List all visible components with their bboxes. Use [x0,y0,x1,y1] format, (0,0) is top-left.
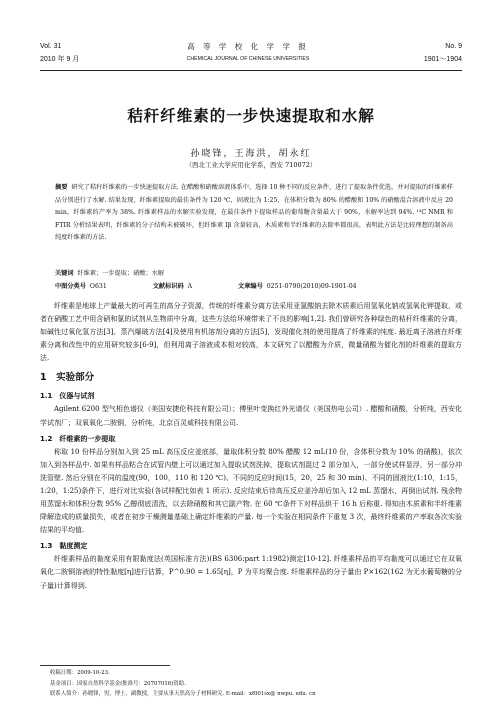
footnote-received: 收稿日期：2009-10-23. [50,670,110,676]
abstract [55,182,453,245]
page-range: 1901～1904 [423,56,462,63]
doc-code-label: 文献标识码 [152,283,184,290]
article-id-label: 文章编号 [238,283,263,290]
volume: Vol. 31 [40,43,62,50]
subsection-heading-1-3: 1.3 黏度测定 [40,542,88,551]
keywords-text: 纤维素；一步提取；硝酸；水解 [77,270,165,277]
author-list: 孙晓锋，王海洪，胡永红 [190,149,312,159]
journal-name-en: CHEMICAL JOURNAL OF CHINESE UNIVERSITIES [186,56,310,62]
article-body [40,300,462,593]
subsection-heading-1-1: 1.1 仪器与试剂 [40,392,95,401]
article-title: 秸秆纤维素的一步快速提取和水解 [127,106,375,125]
footnote-rule [40,665,170,666]
doc-code: A [187,283,193,290]
header-right [424,40,462,66]
abstract-label: 摘要 [55,184,68,191]
clc-code: O631 [89,283,107,290]
issue-number: No. 9 [445,43,462,50]
keywords-label: 关键词 [55,270,74,277]
instruments-paragraph: Agilent 6200 型气相色谱仪（美国安捷伦科技有限公司）；傅里叶变换红外光谱仪（美国热电公司）. 醋酸和硝酸，分析纯，西安化学试剂厂；双氧氧化二胺铜，分析纯，北京百灵威科技有限公司. [40,405,462,427]
footnote-funding: 基金项目：国家自然科学基金(批准号：20707016)资助. [50,680,186,687]
header-left [40,40,79,66]
keywords [55,268,453,280]
extraction-paragraph: 称取 10 份样品分别加入到 25 mL 高压反应釜底部，量取体积分数 80% 醋酸 12 mL(10 份，含体积分数为 10% 的硝酸)，依次加入到各样品中. 如果有样品粘合在试管内壁上可以通过加入提取试剂洗掉，提取试剂混过 2 部分加入，一部分使试样显浮，另一部分冲洗管壁. 然后分别在不同的温度(90，100，110 和 120 ℃)、不同的反应时间(15，20，25 和 30 min)、不同的固液比(1:10，1:15，1:20，1:25)条件下，进行对比实验(各试样配比如表 1 所示). 反应结束后待高压反应釜冷却后加入 12 mL 蒸馏水，再倒出试剂. 残余物用蒸馏水和体积分数 95% 乙醇彻底清洗，以去除硝酸和其它副产物. 在 60 ℃条件下对样品烘干 16 h 后称重. 得知由木质素和半纤维素降解造成的质量损失，或者在初步干燥测量基础上确定纤维素的产量. 每一个实验在相同条件下重复 3 次，最终纤维素的产率取各次实验结果的平均值. [40,447,462,535]
footnotes [40,668,462,700]
journal-name-cn: 高 等 学 校 化 学 学 报 [187,42,309,51]
footnote-contact: 联系人简介：孙晓锋，男，博士，副教授，主要从事天然高分子材料研究. E-mail：xf001sx@ nwpu. edu. cn [50,691,316,697]
header-rule [40,70,462,71]
abstract-text: 研究了秸秆纤维素的一步快速提取方法. 在醋酸和硝酸溶液体系中，选择 10 种不同的反应条件，进行了提取条件优选，并对提取的纤维素样品分别进行了水解. 结果发现，纤维素提取的最佳条件为 120 ℃，固液比为 1:25，在体积分数为 80% 的醋酸和 10% 的硝酸混合溶液中反应 20 min，纤维素的产率为 38%. 纤维素样品的水解实验发现，在最佳条件下提取样品的葡萄糖含量最大于 90%，水解率达到 94%. ¹³C NMR 和 FTIR 分析结果表明，纤维素的分子结构未被破坏，但纤维素 Iβ 含量较高，木质素和半纤维素的去除率都很高，表明此方法是比较理想的制备高纯度纤维素的方法. [55,184,453,241]
affiliation: （西北工业大学应用化学系，西安 710072） [185,161,317,169]
section-heading: 1 实验部分 [40,372,95,384]
clc-label: 中图分类号 [55,283,86,290]
classification-line [55,281,453,293]
header-center [120,40,376,66]
article-id: 0251-0790(2010)09-1901-04 [266,283,357,290]
publication-date: 2010 年 9 月 [40,56,80,63]
viscosity-paragraph: 纤维素样品的黏度采用有限黏度法(英国标准方法)(BS 6306:part 1:1982)测定[10-12]. 纤维素样品的平均黏度可以通过它在双氧氧化二胺铜溶液的特性黏度[η]进行估算，P^0.90 = 1.65[η]，P 为平均聚合度. 纤维素样品的分子量由 P×162(162 为无水葡萄糖的分子量)计算得到. [40,555,462,590]
subsection-heading-1-2: 1.2 纤维素的一步提取 [40,434,116,443]
intro-paragraph: 纤维素是地球上产量最大的可再生的高分子资源，传统的纤维素分离方法采用亚氯酸钠去除木质素后用氢氧化钠或氢氧化钾提取，或者在硝酸工艺中用含硝和氯的试剂从生物质中分离，这些方法给环境带来了不良的影响[1,2]. 我们曾研究各种绿色的秸秆纤维素的分离，如碱性过氧化氢方法[3]、蒸汽爆破方法[4]及使用有机溶剂分离的方法[5]，发现催化剂的使用提高了纤维素的纯度. 最近离子溶液在纤维素分离和改性中的应用研究较多[6-9]，但利用离子溶液成本相对较高，本文研究了以醋酸为介质，微量硝酸为催化剂的纤维素的提取方法. [40,302,462,363]
